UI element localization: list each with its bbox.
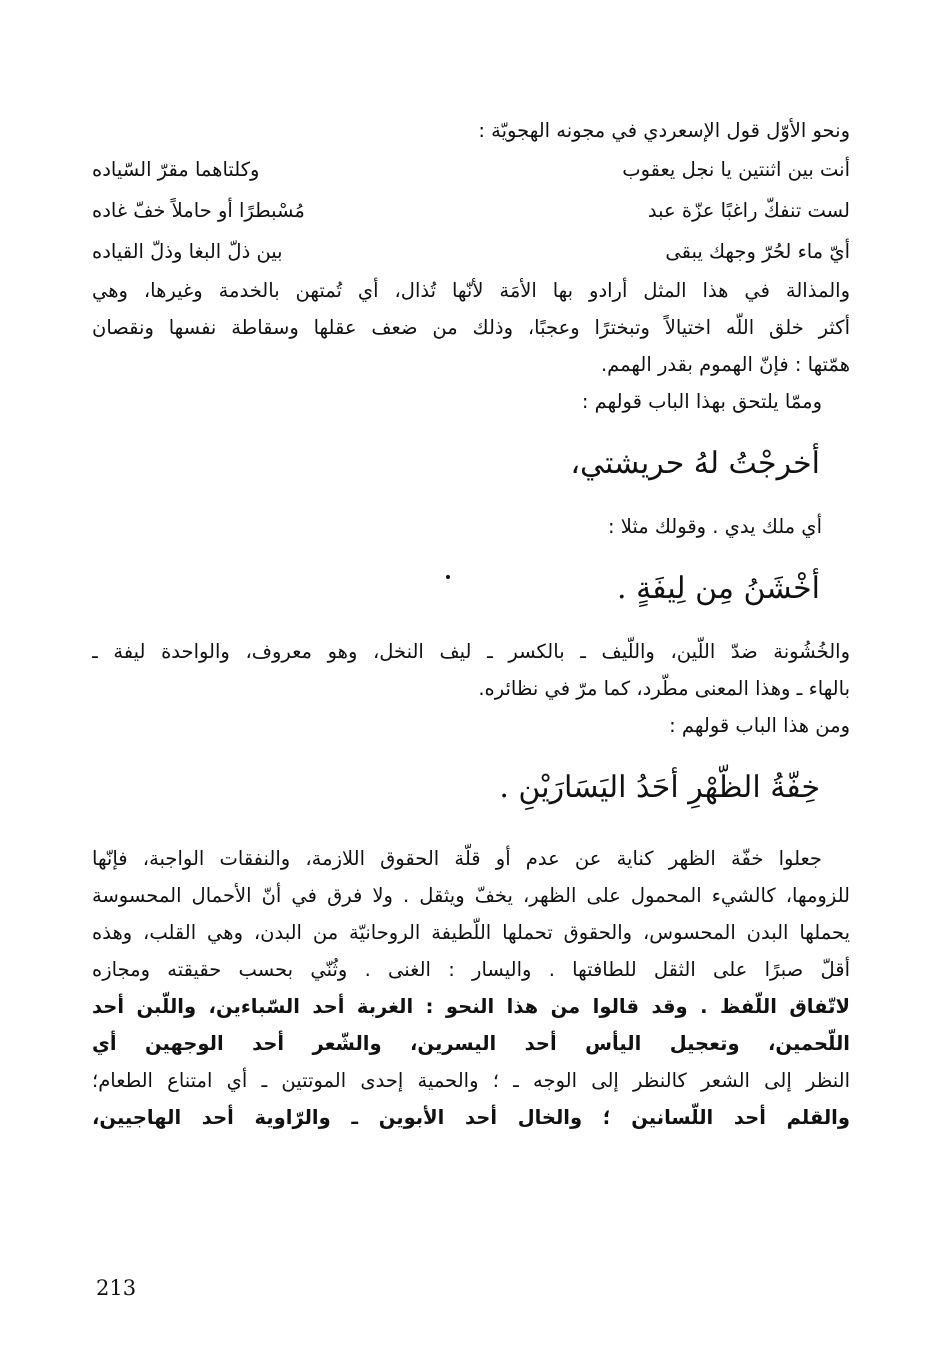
verse-second-hemistich: وكلتاهما مقرّ السّياده xyxy=(92,158,260,181)
verse-line xyxy=(92,190,850,231)
body-line: ومن هذا الباب قولهم : xyxy=(669,714,850,737)
body-line: جعلوا خفّة الظهر كناية عن عدم أو قلّة الحقوق اللازمة، والنفقات الواجبة، فإنّها xyxy=(92,847,822,870)
verse-first-hemistich: أيّ ماء لحُرّ وجهك يبقى xyxy=(665,240,850,263)
body-line: لاتّفاق اللّفظ . وقد قالوا من هذا النحو : الغربة أحد السّباءين، واللّبن أحد xyxy=(92,995,850,1018)
verse-first-hemistich: لست تنفكّ راغبًا عزّة عبد xyxy=(647,199,850,222)
verse-line xyxy=(92,231,850,272)
proverb-heading: أخرجْتُ لهُ حريشتي، xyxy=(570,446,820,481)
body-line: النظر إلى الشعر كالنظر إلى الوجه ـ ؛ والحمية إحدى الموتتين ـ أي امتناع الطعام؛ xyxy=(92,1069,850,1092)
body-line: همّتها : فإنّ الهموم بقدر الهمم. xyxy=(600,353,850,376)
proverb-heading: خِفّةُ الظّهْرِ أحَدُ اليَسَارَيْنِ . xyxy=(499,770,820,805)
spacer xyxy=(92,496,850,508)
body-line: اللّحمين، وتعجيل اليأس أحد اليسرين، والشّعر أحد الوجهين أي xyxy=(92,1032,850,1055)
body-line: أي ملك يدي . وقولك مثلا : xyxy=(607,515,822,538)
page-body xyxy=(92,112,850,1136)
body-line: والقلم أحد اللّسانين ؛ والخال أحد الأبوين ـ والرّاوية أحد الهاجيين، xyxy=(92,1106,850,1129)
page-number: 213 xyxy=(96,1276,137,1300)
verse-first-hemistich: أنت بين اثنتين يا نجل يعقوب xyxy=(622,158,850,181)
body-line: بالهاء ـ وهذا المعنى مطّرد، كما مرّ في نظائره. xyxy=(478,677,850,700)
body-line: أكثر خلق اللّه اختيالاً وتبخترًا وعجبًا، وذلك من ضعف عقلها وسقاطة نفسها ونقصان xyxy=(92,316,850,339)
verse-line xyxy=(92,149,850,190)
intro-line: ونحو الأوّل قول الإسعردي في مجونه الهجويّة : xyxy=(478,119,850,142)
spacer xyxy=(92,420,850,432)
verse-second-hemistich: بين ذلّ البغا وذلّ القياده xyxy=(92,240,283,263)
verse-second-hemistich: مُسْبطرًا أو حاملاً خفّ غاده xyxy=(92,199,305,222)
proverb-heading: أخْشَنُ مِن لِيفَةٍ . xyxy=(617,571,820,606)
body-line: يحملها البدن المحسوس، والحقوق تحملها اللّطيفة الروحانيّة من البدن، وهي القلب، وهذه xyxy=(92,921,850,944)
stray-dot-mark xyxy=(446,575,450,579)
spacer xyxy=(92,820,850,840)
spacer xyxy=(92,744,850,756)
body-line: والمذالة في هذا المثل أرادو بها الأمَة لأنّها تُذال، أي تُمتهن بالخدمة وغيرها، وهي xyxy=(92,279,850,302)
body-line: وممّا يلتحق بهذا الباب قولهم : xyxy=(581,390,822,413)
body-line: والخُشُونة ضدّ اللّين، واللّيف ـ بالكسر ـ ليف النخل، وهو معروف، والواحدة ليفة ـ xyxy=(92,640,850,663)
body-line: أقلّ صبرًا على الثقل للطافتها . واليسار : الغنى . وثُنّي بحسب حقيقته ومجازه xyxy=(92,958,850,981)
spacer xyxy=(92,621,850,633)
body-line: للزومها، كالشيء المحمول على الظهر، يخفّ ويثقل . ولا فرق في أنّ الأحمال المحسوسة xyxy=(92,884,850,907)
spacer xyxy=(92,545,850,557)
